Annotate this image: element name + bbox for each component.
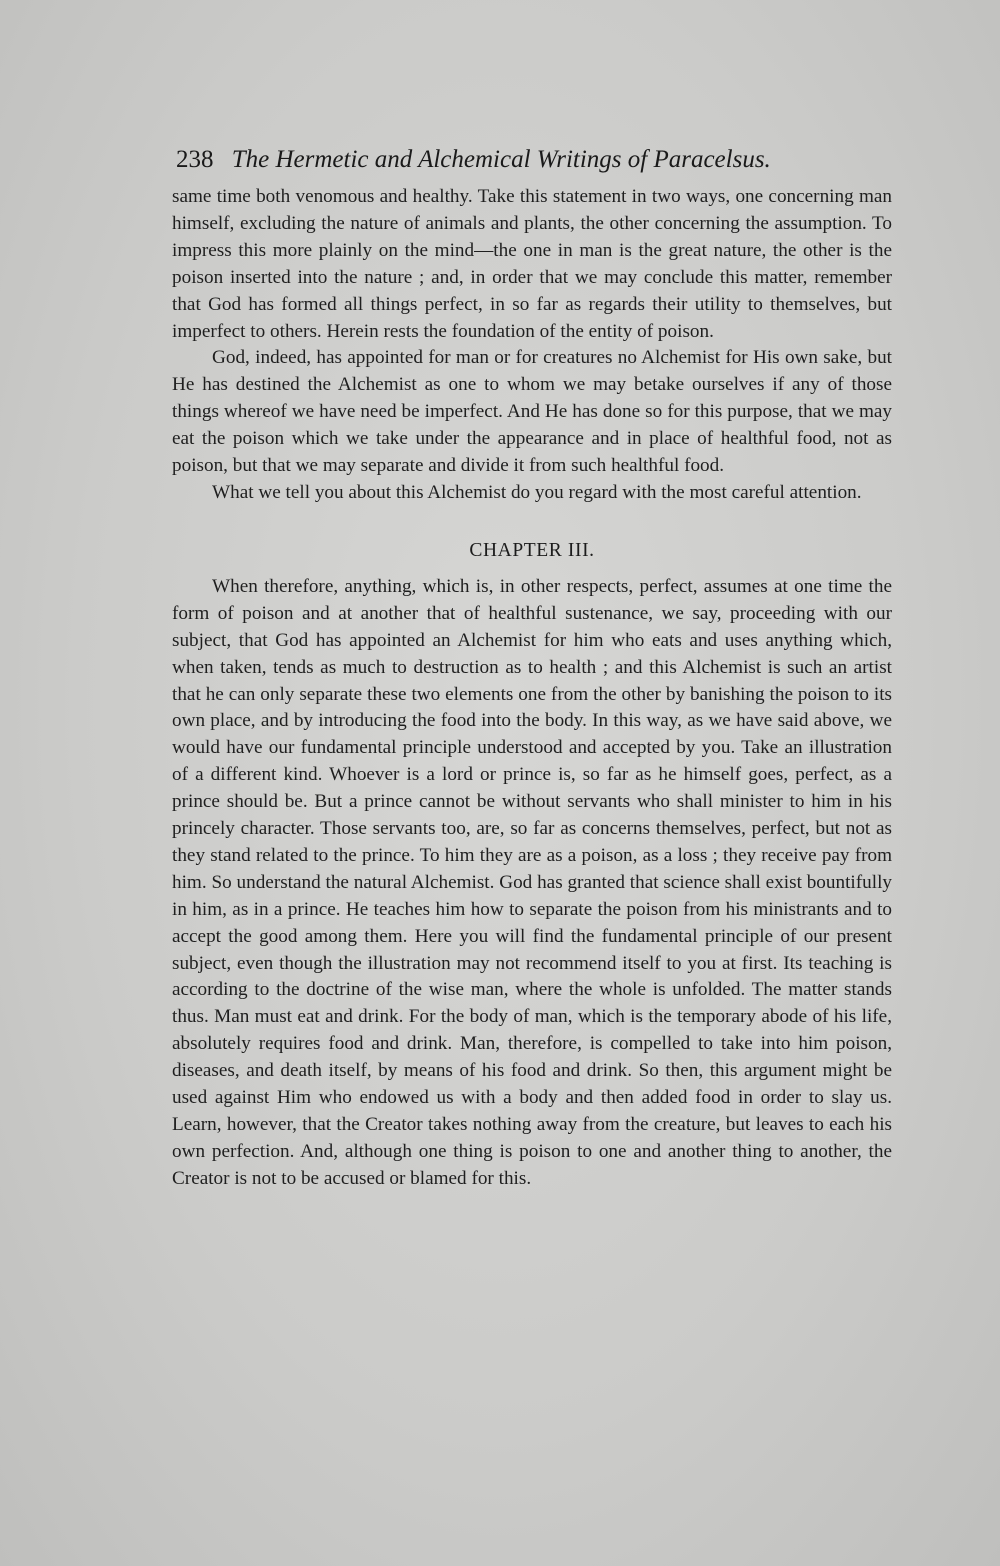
paragraph-careful-attention: What we tell you about this Alchemist do you regard with the most careful attention. <box>212 481 862 503</box>
chapter-heading: CHAPTER III. <box>469 539 595 561</box>
paragraph-alchemist-destined: God, indeed, has appointed for man or for creatures no Alchemist for His own sake, but He has destined the Alchemist as one to whom we may betake ourselves if any of those things whereof we have need be imperfect. And He has done so for this purpose, that we may eat the poison which we take under the appearance and in place of healthful food, not as poison, but that we may separate and divide it from such healthful food. <box>172 347 892 477</box>
text-block <box>172 140 892 1193</box>
paragraph-chapter-three: When therefore, anything, which is, in other respects, perfect, assumes at one time the form of poison and at another that of healthful sustenance, we say, proceeding with our subject, that God has appointed an Alchemist for him who eats and uses anything which, when taken, tends as much to destruction as to health ; and this Alchemist is such an artist that he can only separate these two elements one from the other by banishing the poison to its own place, and by introducing the food into the body. In this way, as we have said above, we would have our fundamental principle understood and accepted by you. Take an illustration of a different kind. Whoever is a lord or prince is, so far as he himself goes, perfect, as a prince should be. But a prince cannot be without servants who shall minister to him in his princely character. Those servants too, are, so far as concerns themselves, perfect, but not as they stand related to the prince. To him they are as a poison, as a loss ; they receive pay from him. So understand the natural Alchemist. God has granted that science shall exist bountifully in him, as in a prince. He teaches him how to separate the poison from his ministrants and to accept the good among them. Here you will find the fundamental principle of our present subject, even though the illustration may not recommend itself to you at first. Its teaching is according to the doctrine of the wise man, where the whole is unfolded. The matter stands thus. Man must eat and drink. For the body of man, which is the temporary abode of his life, absolutely requires food and drink. Man, therefore, is compelled to take into him poison, diseases, and death itself, by means of his food and drink. So then, this argument might be used against Him who endowed us with a body and then added food in order to slay us. Learn, however, that the Creator takes nothing away from the creature, but leaves to each his own perfection. And, although one thing is poison to one and another thing to another, the Creator is not to be accused or blamed for this. <box>172 575 892 1189</box>
running-title: The Hermetic and Alchemical Writings of Paracelsus. <box>231 146 771 173</box>
running-head <box>176 140 892 184</box>
paragraph-continued: same time both venomous and healthy. Take this statement in two ways, one concerning man himself, excluding the nature of animals and plants, the other concerning the assumption. To impress this more plainly on the mind—the one in man is the great nature, the other is the poison inserted into the nature ; and, in order that we may conclude this matter, remember that God has formed all things perfect, in so far as regards their utility to themselves, but imperfect to others. Herein rests the foundation of the entity of poison. <box>172 186 892 342</box>
page-number: 238 <box>176 146 214 173</box>
